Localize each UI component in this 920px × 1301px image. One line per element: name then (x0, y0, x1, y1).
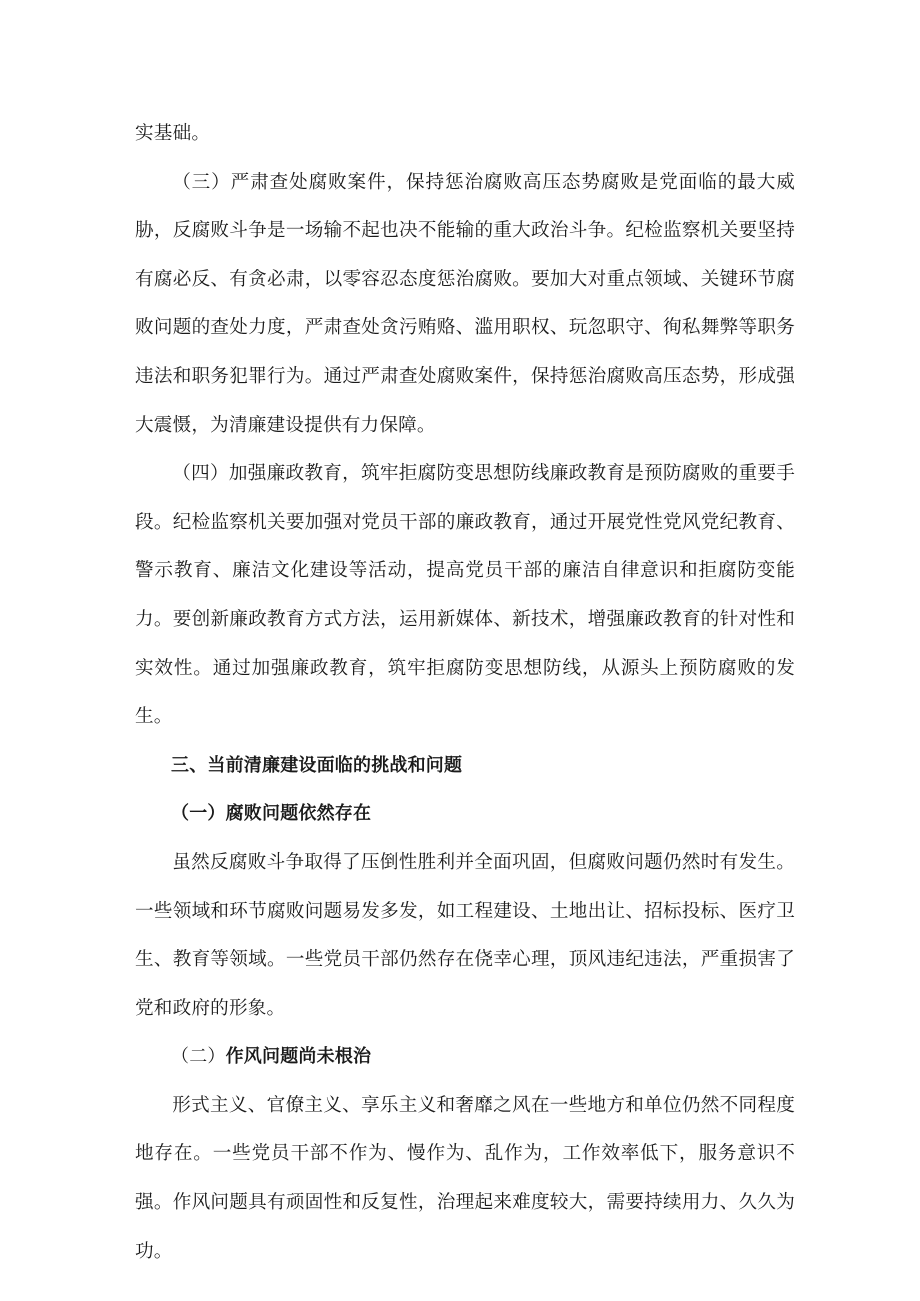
body-paragraph-section-4: （四）加强廉政教育，筑牢拒腐防变思想防线廉政教育是预防腐败的重要手段。纪检监察机关要加强对党员干部的廉政教育，通过开展党性党风党纪教育、警示教育、廉洁文化建设等活动，提高党员干部的廉洁自律意识和拒腐防变能力。要创新廉政教育方式方法，运用新媒体、新技术，增强廉政教育的针对性和实效性。通过加强廉政教育，筑牢拒腐防变思想防线，从源头上预防腐败的发生。 (135, 463, 795, 728)
body-paragraph-section-3: （三）严肃查处腐败案件，保持惩治腐败高压态势腐败是党面临的最大威胁，反腐败斗争是一场输不起也决不能输的重大政治斗争。纪检监察机关要坚持有腐必反、有贪必肃，以零容忍态度惩治腐败。要加大对重点领域、关键环节腐败问题的查处力度，严肃查处贪污贿赂、滥用职权、玩忽职守、徇私舞弊等职务违法和职务犯罪行为。通过严肃查处腐败案件，保持惩治腐败高压态势，形成强大震慑，为清廉建设提供有力保障。 (135, 171, 795, 436)
document-body (135, 110, 795, 1276)
section-heading: 三、当前清廉建设面临的挑战和问题 (171, 754, 463, 776)
body-paragraph-corruption: 虽然反腐败斗争取得了压倒性胜利并全面巩固，但腐败问题仍然时有发生。一些领域和环节腐败问题易发多发，如工程建设、土地出让、招标投标、医疗卫生、教育等领域。一些党员干部仍然存在侥幸心理，顶风违纪违法，严重损害了党和政府的形象。 (135, 851, 795, 1019)
continuation-paragraph: 实基础。 (135, 123, 211, 144)
subheading-2-prefix: （二） (171, 1046, 226, 1068)
subheading-1 (135, 790, 795, 839)
body-paragraph-work-style: 形式主义、官僚主义、享乐主义和奢靡之风在一些地方和单位仍然不同程度地存在。一些党员干部不作为、慢作为、乱作为，工作效率低下，服务意识不强。作风问题具有顽固性和反复性，治理起来难度较大，需要持续用力、久久为功。 (135, 1094, 795, 1262)
subheading-1-prefix: （一） (171, 803, 226, 825)
subheading-2 (135, 1033, 795, 1082)
subheading-1-text: 腐败问题依然存在 (225, 803, 372, 825)
subheading-2-text: 作风问题尚未根治 (225, 1046, 372, 1068)
